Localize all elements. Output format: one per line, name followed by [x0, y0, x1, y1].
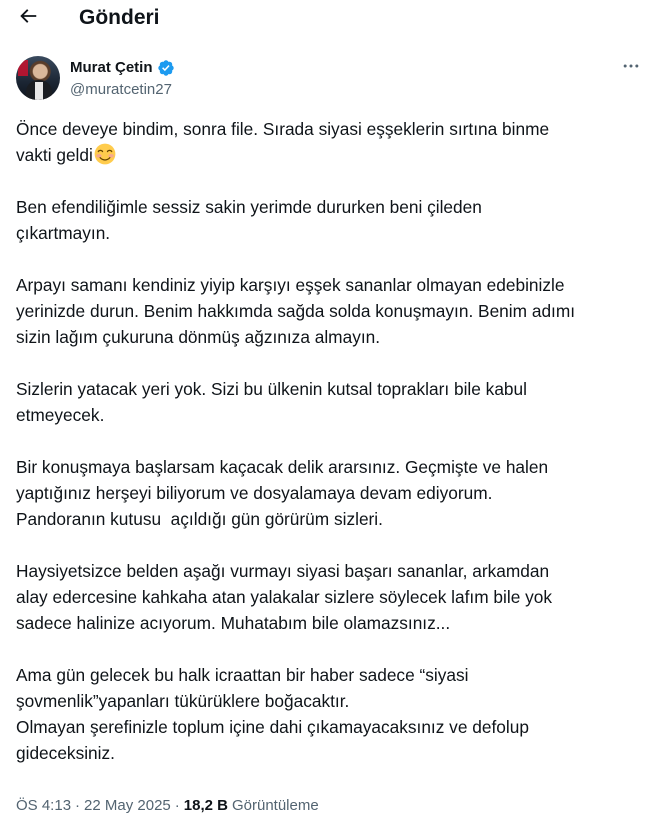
views-label: Görüntüleme [231, 797, 319, 814]
tweet-paragraph: Haysiyetsizce belden aşağı vurmayı siyasi başarı sananlar, arkamdan alay edercesine kahkaha atan yalakalar sizlere söylecek lafım bile yok sadece halinize acıyorum. Muhatabım bile olamazsınız... [16, 561, 552, 633]
top-bar [0, 0, 662, 40]
tweet-paragraph: Önce deveye bindim, sonra file. Sırada siyasi eşşeklerin sırtına binme vakti geldi [16, 119, 550, 165]
author-display-name[interactable]: Murat Çetin [70, 59, 153, 76]
tweet-author [16, 56, 646, 104]
views-count: 18,2 B [183, 797, 228, 814]
avatar[interactable] [16, 56, 60, 100]
tweet-timestamp[interactable]: ÖS 4:13 · 22 May 2025 [16, 797, 171, 814]
back-button[interactable] [12, 2, 44, 34]
tweet-text [16, 116, 646, 766]
tweet-paragraph: Ama gün gelecek bu halk icraattan bir haber sadece “siyasi şovmenlik”yapanları tükürüklere boğacaktır. Olmayan şerefinizle toplum içine dahi çıkamayacaksınız ve defolup gideceksiniz. [16, 665, 529, 763]
page-title: Gönderi [79, 6, 160, 29]
tweet-paragraph: Bir konuşmaya başlarsam kaçacak delik ararsınız. Geçmişte ve halen yaptığınız herşeyi biliyorum ve dosyalamaya devam ediyorum. Pandoranın kutusu açıldığı gün görürüm sizleri. [16, 457, 549, 529]
tweet-metadata [16, 796, 319, 816]
smiling-face-emoji-icon [94, 143, 116, 165]
arrow-left-icon [17, 5, 39, 32]
meta-separator: · [174, 797, 180, 814]
more-options-button[interactable] [616, 56, 646, 80]
verified-badge-icon [157, 59, 175, 77]
tweet-paragraph: Sizlerin yatacak yeri yok. Sizi bu ülkenin kutsal toprakları bile kabul etmeyecek. [16, 379, 527, 425]
tweet-paragraph: Arpayı samanı kendiniz yiyip karşıyı eşşek sananlar olmayan edebinizle yerinizde durun. Benim hakkımda sağda solda konuşmayın. Benim adımı sizin lağım çukuruna dönmüş ağzınıza almayın. [16, 275, 576, 347]
tweet-paragraph: Ben efendiliğimle sessiz sakin yerimde dururken beni çileden çıkartmayın. [16, 197, 482, 243]
more-horizontal-icon [621, 56, 641, 81]
author-name-row [70, 58, 175, 78]
author-handle[interactable]: @muratcetin27 [70, 81, 172, 98]
